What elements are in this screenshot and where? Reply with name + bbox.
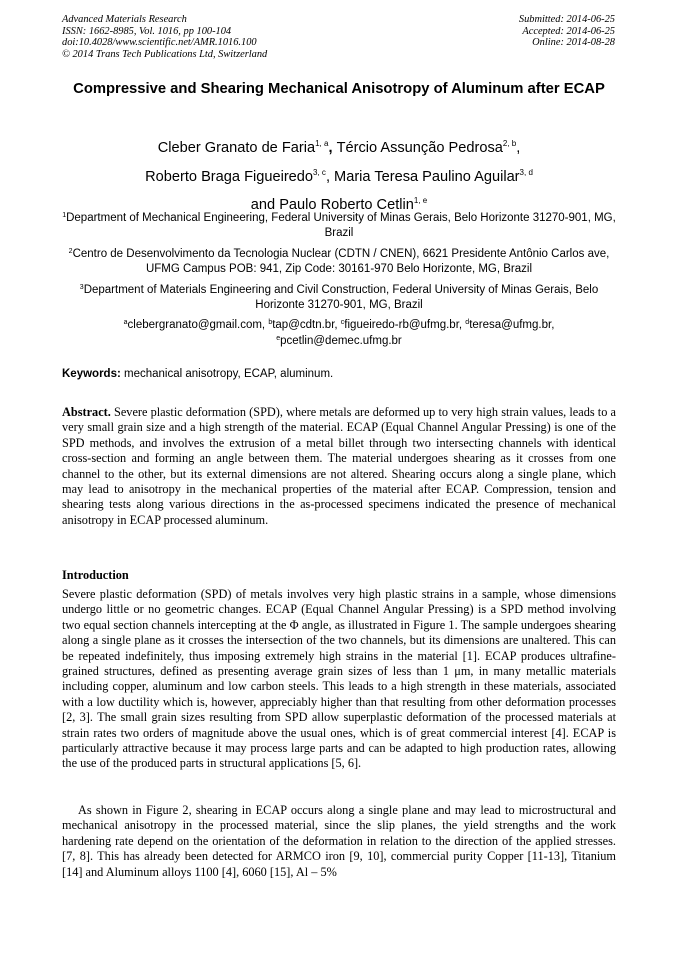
author-name: Paulo Roberto Cetlin [279, 197, 414, 213]
email-list: $^a$clebergranato@gmail.com, $^b$tap@cdtn.br, $^c$figueiredo-rb@ufmg.br, $^d$teresa@ufmg.br, $^e$pcetlin@demec.ufmg.br [123, 319, 555, 347]
date-submitted: Submitted: 2014-06-25 [518, 14, 615, 25]
keywords-text: mechanical anisotropy, ECAP, aluminum. [120, 368, 334, 380]
journal-name: Advanced Materials Research [62, 14, 187, 25]
abstract-label: Abstract. [62, 405, 111, 419]
journal-info [62, 14, 267, 60]
introduction-paragraph-1: Severe plastic deformation (SPD) of metals involves very high plastic strains in a sample, whose dimensions undergo little or no geometric changes. ECAP (Equal Channel Angular Pressing) is a SPD method involving two equal section channels intercepting at the Φ angle, as illustrated in Figure 1. The sample undergoes shearing along a single plane as it crosses the intersection of the two channels, but its dimensions are unaltered. This can be repeated indefinitely, thus imposing extremely high strains in the material [1]. ECAP produces ultrafine-grained structures, defined as presenting average grain sizes of less than 1 μm, in many metallic materials including copper, aluminum and low carbon steels. This leads to a high strength in these materials, associated with a low ductility which is, however, appreciably higher than that resulting from other deformation processes [2, 3]. The small grain sizes resulting from SPD allow superplastic deformation of the processed materials at strain rates two orders of magnitude above the usual ones, which is of great commercial interest [4]. ECAP is particularly attractive because it may process large parts and can be adapted to high production rates, allowing the use of the produced parts in structural applications [5, 6]. [62, 587, 616, 771]
author-line-1: Cleber Granato de Faria$^{1, a}$, Tércio Assunção Pedrosa$^{2, b}$, [157, 139, 521, 156]
author-superscript: 1, e [413, 196, 428, 205]
email-link[interactable]: tap@cdtn.br [272, 319, 335, 331]
author-superscript: 3, d [519, 167, 533, 177]
author-name: Cleber Granato de Faria [157, 140, 316, 156]
introduction-paragraph-2: As shown in Figure 2, shearing in ECAP occurs along a single plane and may lead to microstructural and mechanical anisotropy in the processed material, since the slip planes, the yield strengths and the work hardening rate depend on the orientation of the deformation in relation to the direction of the applied stresses. [7, 8]. This has already been detected for ARMCO iron [9, 10], commercial purity Copper [11-13], Titanium [14] and Aluminum alloys 1100 [4], 6060 [15], Al – 5% [62, 803, 616, 879]
section-heading-introduction: Introduction [62, 568, 129, 582]
journal-issn: ISSN: 1662-8985, Vol. 1016, pp 100-104 [62, 25, 232, 37]
author-name: Tércio Assunção Pedrosa [336, 140, 503, 156]
affiliation-text: Department of Materials Engineering and Civil Construction, Federal University of Minas Gerais, Belo Horizonte 31270-901, MG, Brazil [83, 284, 599, 312]
author-name: Maria Teresa Paulino Aguilar [334, 168, 520, 185]
email-link[interactable]: teresa@ufmg.br [469, 319, 552, 331]
email-link[interactable]: pcetlin@demec.ufmg.br [280, 335, 402, 347]
author-line-3: and Paulo Roberto Cetlin$^{1, e}$ [250, 196, 428, 213]
author-name: Roberto Braga Figueiredo [145, 168, 314, 185]
author-superscript: 2, b [502, 139, 517, 148]
email-link[interactable]: figueiredo-rb@ufmg.br [344, 319, 459, 331]
journal-copyright: © 2014 Trans Tech Publications Ltd, Switzerland [62, 48, 268, 60]
abstract-text: Severe plastic deformation (SPD), where metals are deformed up to very high strain values, leads to a very small grain size and a high strength of the material. ECAP (Equal Channel Angular Pressing) is one of the SPD methods, and involves the extrusion of a metal billet through two intersecting channels with identical cross-section and forming an angle between them. The material undergoes shearing as it crosses from one channel to the other, but its external dimensions are not altered. Shearing occurs along a single plane, which may lead to anisotropy in the mechanical properties of the material after ECAP. Compression, tension and shearing tests along various directions in the as-processed specimens indicated the presence of mechanical anisotropy in ECAP processed aluminum. [62, 405, 616, 527]
affiliation-1 [62, 208, 616, 242]
publication-dates [519, 14, 615, 49]
author-superscript: 1, a [315, 139, 329, 148]
author-list [62, 132, 616, 218]
affiliation-number: 1 [62, 212, 67, 219]
author-line-2: Roberto Braga Figueiredo$^{3, c}$, Maria Teresa Paulino Aguilar$^{3, d}$ [145, 167, 533, 185]
author-superscript: 3, c [313, 167, 326, 177]
affiliation-2 [62, 244, 616, 278]
affiliation-number: 3 [79, 284, 84, 291]
keywords-label: Keywords: [62, 368, 121, 380]
affiliation-3 [62, 280, 616, 314]
date-online: Online: 2014-08-28 [532, 37, 615, 49]
email-link[interactable]: clebergranato@gmail.com [127, 319, 262, 331]
date-accepted: Accepted: 2014-06-25 [522, 25, 615, 37]
journal-doi: doi:10.4028/www.scientific.net/AMR.1016.100 [62, 37, 257, 49]
keywords [62, 367, 616, 381]
affiliation-text: Centro de Desenvolvimento da Tecnologia Nuclear (CDTN / CNEN), 6621 Presidente Antônio Carlos ave, UFMG Campus POB: 941, Zip Code: 30161-970 Belo Horizonte, MG, Brazil [72, 248, 610, 276]
abstract [62, 405, 616, 528]
paper-title: Compressive and Shearing Mechanical Anisotropy of Aluminum after ECAP [73, 81, 605, 97]
affiliation-number: 2 [68, 248, 73, 255]
affiliation-text: Department of Mechanical Engineering, Federal University of Minas Gerais, Belo Horizonte 31270-901, MG, Brazil [66, 212, 616, 240]
